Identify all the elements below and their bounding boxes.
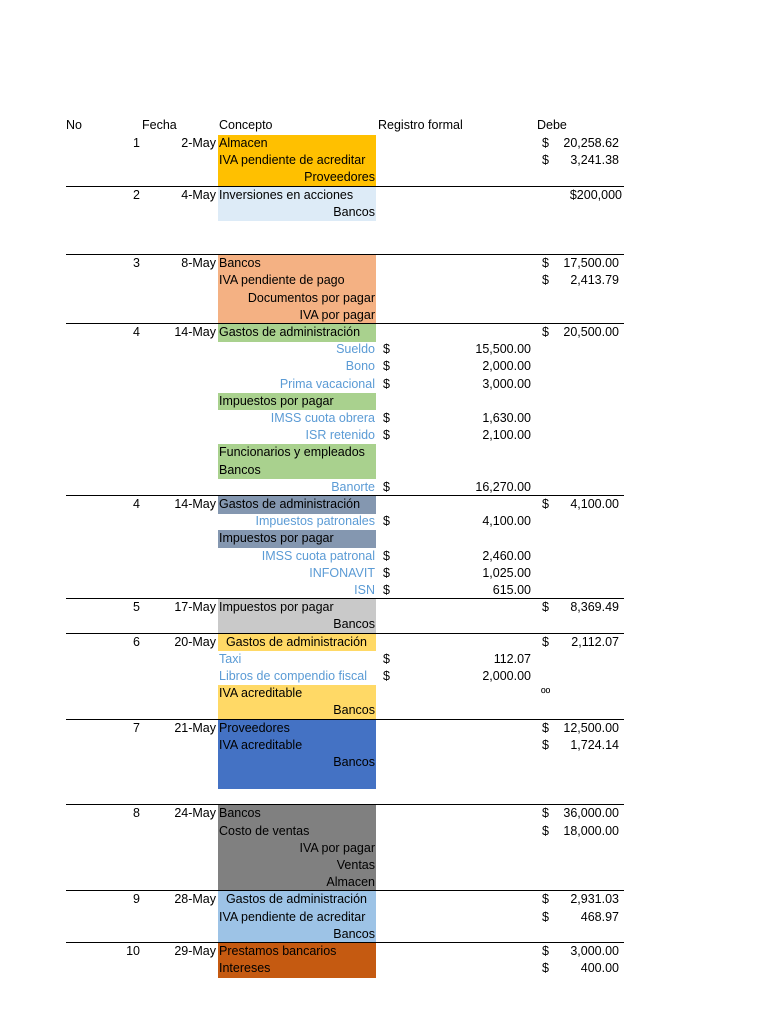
concept-text: IVA pendiente de acreditar bbox=[219, 153, 366, 168]
registro-currency: $ bbox=[383, 342, 390, 357]
entry-number: 4 bbox=[133, 325, 140, 339]
entry-number: 10 bbox=[126, 944, 140, 958]
concept-text: Bancos bbox=[219, 806, 261, 821]
entry-number: 1 bbox=[133, 136, 140, 150]
entry-number: 4 bbox=[133, 497, 140, 511]
header-fecha: Fecha bbox=[142, 118, 177, 132]
concept-text bbox=[219, 771, 375, 788]
registro-currency: $ bbox=[383, 479, 390, 494]
entry-date: 29-May bbox=[174, 944, 216, 958]
concept-text: Funcionarios y empleados bbox=[219, 445, 365, 460]
concept-text: Libros de compendio fiscal bbox=[219, 669, 367, 683]
concept-text: Prestamos bancarios bbox=[219, 944, 337, 958]
concept-text: IVA pendiente de acreditar bbox=[219, 909, 366, 924]
concept-text: Bancos bbox=[333, 926, 375, 941]
concept-text: Intereses bbox=[219, 961, 271, 976]
debe-amount: 4,100.00 bbox=[570, 497, 619, 511]
concept-text: IVA pendiente de pago bbox=[219, 273, 345, 288]
registro-currency: $ bbox=[383, 669, 390, 683]
debe-amount: 1,724.14 bbox=[570, 737, 619, 752]
concept-text: ISR retenido bbox=[305, 428, 375, 443]
entry-number: 2 bbox=[133, 187, 140, 202]
debe-currency: $ bbox=[542, 634, 549, 649]
debe-currency: $ bbox=[542, 909, 549, 924]
concept-text: Gastos de administración bbox=[219, 892, 367, 907]
registro-amount: 2,000.00 bbox=[482, 669, 531, 683]
entry-date: 24-May bbox=[174, 806, 216, 821]
concept-text: Bancos bbox=[219, 256, 261, 271]
entry-date: 14-May bbox=[174, 497, 216, 511]
concept-text: Impuestos patronales bbox=[255, 514, 375, 529]
entry-date: 2-May bbox=[181, 136, 216, 150]
registro-amount: 16,270.00 bbox=[475, 479, 531, 494]
entry-date: 21-May bbox=[174, 720, 216, 735]
concept-text: Bono bbox=[345, 359, 375, 374]
concept-text: Sueldo bbox=[336, 342, 375, 357]
concept-text: Proveedores bbox=[304, 170, 375, 185]
registro-currency: $ bbox=[383, 651, 390, 666]
concept-text: Bancos bbox=[333, 755, 375, 769]
debe-amount: 17,500.00 bbox=[563, 256, 619, 271]
entry-number: 7 bbox=[133, 720, 140, 735]
concept-text: IVA por pagar bbox=[299, 307, 375, 322]
debe-currency: $ bbox=[542, 720, 549, 735]
debe-currency: $ bbox=[542, 961, 549, 976]
concept-text: Gastos de administración bbox=[219, 634, 367, 649]
concept-text: Gastos de administración bbox=[219, 325, 361, 339]
registro-amount: 15,500.00 bbox=[475, 342, 531, 357]
registro-currency: $ bbox=[383, 583, 390, 597]
concept-text: Almacen bbox=[326, 875, 375, 890]
debe-currency: $ bbox=[542, 497, 549, 511]
debe-currency: $ bbox=[542, 273, 549, 288]
debe-amount: 8,369.49 bbox=[570, 600, 619, 615]
debe-amount: 36,000.00 bbox=[563, 806, 619, 821]
concept-text: Banorte bbox=[331, 479, 375, 494]
concept-text: ISN bbox=[354, 583, 375, 597]
registro-currency: $ bbox=[383, 411, 390, 425]
registro-amount: 2,460.00 bbox=[482, 548, 531, 563]
registro-amount: 2,000.00 bbox=[482, 359, 531, 374]
debe-currency: $ bbox=[542, 737, 549, 752]
entry-date: 17-May bbox=[174, 600, 216, 615]
debe-currency: $ bbox=[542, 325, 549, 339]
debe-amount: 2,931.03 bbox=[570, 892, 619, 907]
registro-amount: 1,025.00 bbox=[482, 565, 531, 580]
registro-amount: 615.00 bbox=[492, 583, 531, 597]
concept-text: Almacen bbox=[219, 136, 268, 150]
debe-amount: 12,500.00 bbox=[563, 720, 619, 735]
concept-text: Bancos bbox=[333, 204, 375, 219]
concept-text: Inversiones en acciones bbox=[219, 187, 354, 202]
concept-text: Impuestos por pagar bbox=[219, 531, 334, 546]
concept-text: IVA acreditable bbox=[219, 737, 303, 752]
entry-number: 9 bbox=[133, 892, 140, 907]
entry-number: 8 bbox=[133, 806, 140, 821]
concept-text: Impuestos por pagar bbox=[219, 600, 334, 615]
debe-amount: 400.00 bbox=[580, 961, 619, 976]
debe-currency: $ bbox=[542, 823, 549, 838]
concept-text: Prima vacacional bbox=[279, 376, 375, 391]
debe-currency: $ bbox=[542, 892, 549, 907]
debe-currency: $ bbox=[542, 153, 549, 168]
concept-text: Taxi bbox=[219, 651, 242, 666]
concept-text: INFONAVIT bbox=[309, 565, 375, 580]
concept-text: Bancos bbox=[219, 462, 261, 477]
concept-text: IVA por pagar bbox=[299, 840, 375, 855]
debe-amount: 18,000.00 bbox=[563, 823, 619, 838]
concept-text: IMSS cuota obrera bbox=[270, 411, 375, 425]
concept-text: Bancos bbox=[333, 617, 375, 632]
debe-amount: $200,000 bbox=[569, 187, 622, 202]
header-concepto: Concepto bbox=[219, 118, 273, 132]
registro-currency: $ bbox=[383, 428, 390, 443]
debe-mark: ºº bbox=[541, 686, 551, 701]
entry-date: 14-May bbox=[174, 325, 216, 339]
concept-text bbox=[219, 221, 375, 238]
registro-currency: $ bbox=[383, 548, 390, 563]
registro-amount: 1,630.00 bbox=[482, 411, 531, 425]
registro-currency: $ bbox=[383, 376, 390, 391]
entry-date: 4-May bbox=[181, 187, 216, 202]
debe-currency: $ bbox=[542, 806, 549, 821]
entry-number: 3 bbox=[133, 256, 140, 271]
debe-currency: $ bbox=[542, 136, 549, 150]
debe-currency: $ bbox=[542, 256, 549, 271]
registro-currency: $ bbox=[383, 565, 390, 580]
header-no: No bbox=[66, 118, 82, 132]
entry-date: 8-May bbox=[181, 256, 216, 271]
debe-amount: 20,500.00 bbox=[563, 325, 619, 339]
concept-text: IVA acreditable bbox=[219, 686, 303, 701]
concept-text: Gastos de administración bbox=[219, 497, 361, 511]
registro-currency: $ bbox=[383, 359, 390, 374]
registro-currency: $ bbox=[383, 514, 390, 529]
concept-text: Ventas bbox=[336, 858, 375, 872]
debe-currency: $ bbox=[542, 600, 549, 615]
debe-amount: 2,112.07 bbox=[571, 634, 619, 649]
concept-text: Impuestos por pagar bbox=[219, 393, 334, 408]
header-registro: Registro formal bbox=[378, 118, 463, 132]
debe-amount: 2,413.79 bbox=[570, 273, 619, 288]
concept-text: Bancos bbox=[333, 703, 375, 718]
debe-amount: 3,000.00 bbox=[570, 944, 619, 958]
concept-text: Documentos por pagar bbox=[247, 290, 375, 305]
concept-text: Proveedores bbox=[219, 720, 290, 735]
entry-date: 28-May bbox=[174, 892, 216, 907]
entry-number: 6 bbox=[133, 634, 140, 649]
debe-currency: $ bbox=[542, 944, 549, 958]
registro-amount: 112.07 bbox=[493, 651, 531, 666]
registro-amount: 4,100.00 bbox=[482, 514, 531, 529]
concept-text: Costo de ventas bbox=[219, 823, 310, 838]
header-debe: Debe bbox=[537, 118, 567, 132]
registro-amount: 3,000.00 bbox=[482, 376, 531, 391]
debe-amount: 468.97 bbox=[580, 909, 619, 924]
entry-number: 5 bbox=[133, 600, 140, 615]
concept-text: IMSS cuota patronal bbox=[261, 548, 375, 563]
entry-date: 20-May bbox=[174, 634, 216, 649]
debe-amount: 3,241.38 bbox=[570, 153, 619, 168]
registro-amount: 2,100.00 bbox=[482, 428, 531, 443]
debe-amount: 20,258.62 bbox=[563, 136, 619, 150]
